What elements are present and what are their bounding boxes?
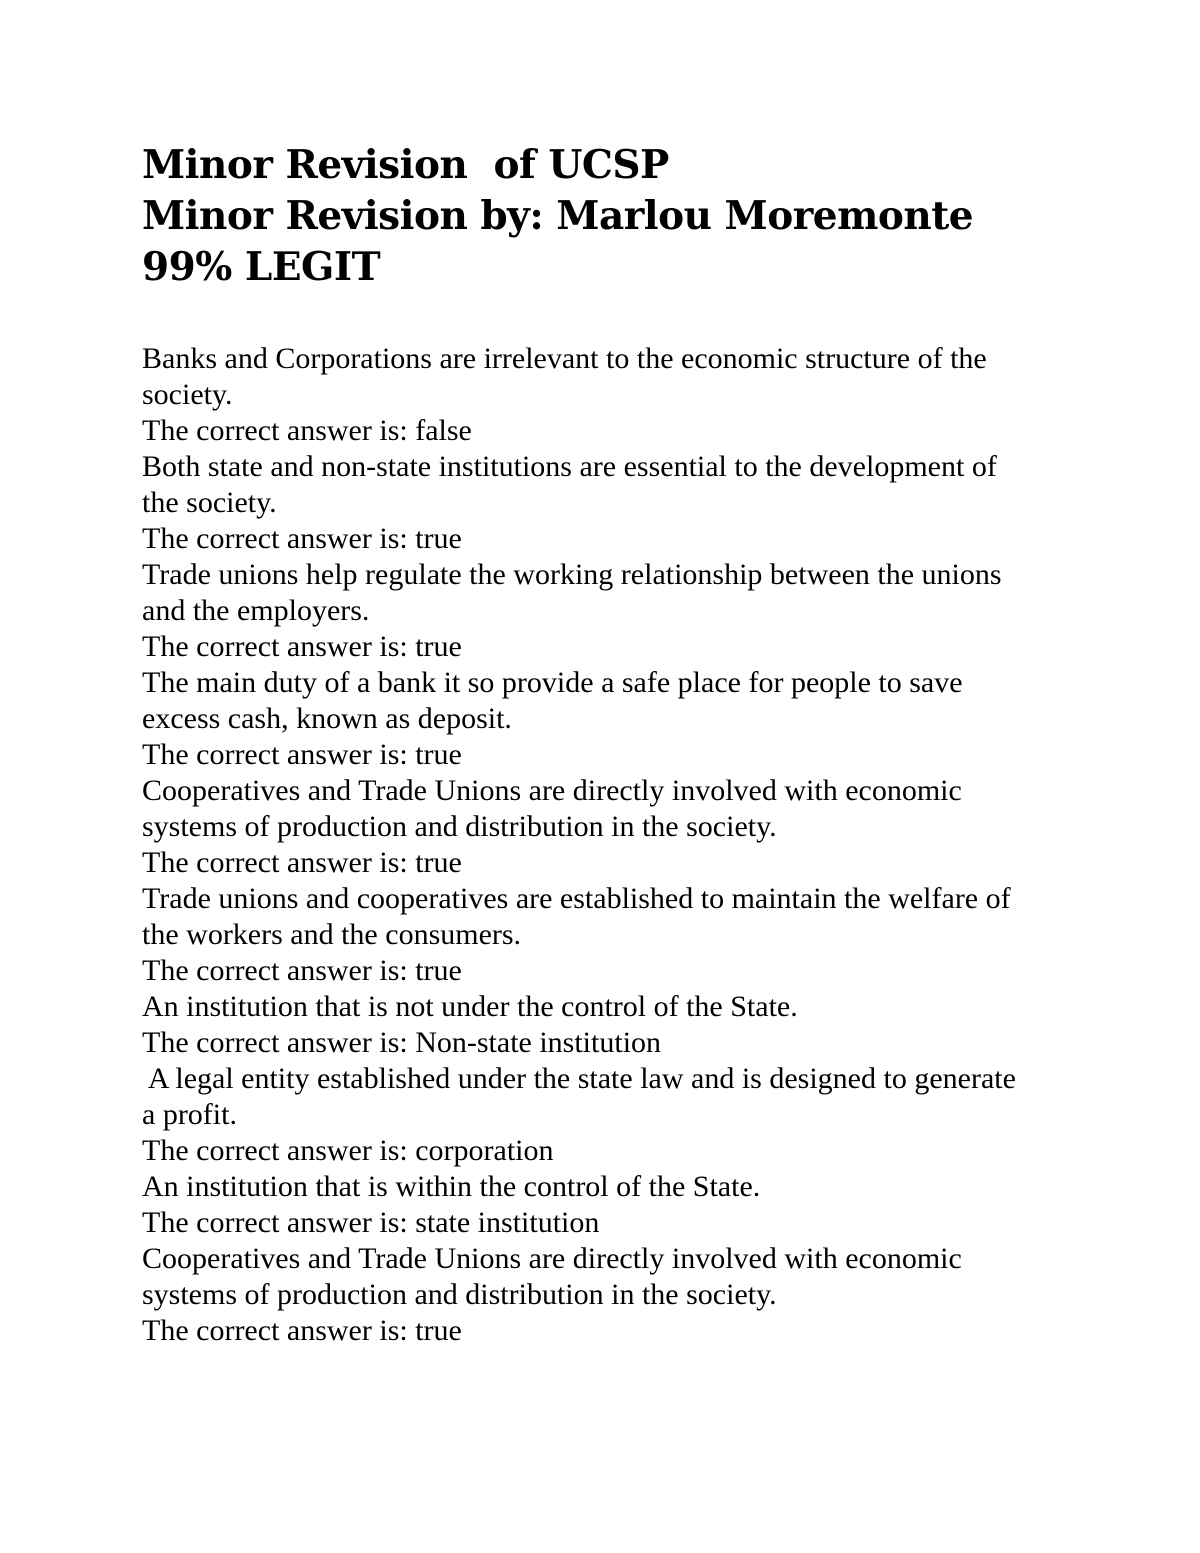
answer-2: The correct answer is: true (142, 522, 462, 555)
question-1-line-1: Banks and Corporations are irrelevant to the economic structure of the (142, 342, 987, 375)
question-5-line-1: Cooperatives and Trade Unions are directly involved with economic (142, 774, 962, 807)
answer-6: The correct answer is: true (142, 954, 462, 987)
question-5-line-2: systems of production and distribution in the society. (142, 810, 777, 843)
document-title (142, 140, 1082, 293)
question-7: An institution that is not under the control of the State. (142, 990, 798, 1023)
question-1-line-2: society. (142, 378, 233, 411)
answer-1: The correct answer is: false (142, 414, 472, 447)
question-6-line-2: the workers and the consumers. (142, 918, 522, 951)
document-body (142, 341, 1082, 1349)
question-6-line-1: Trade unions and cooperatives are established to maintain the welfare of (142, 882, 1011, 915)
title-line-1: Minor Revision of UCSP (142, 142, 669, 188)
title-line-3: 99% LEGIT (142, 244, 381, 290)
answer-8: The correct answer is: corporation (142, 1134, 554, 1167)
question-3-line-2: and the employers. (142, 594, 370, 627)
answer-7: The correct answer is: Non-state institution (142, 1026, 662, 1059)
question-9: An institution that is within the control of the State. (142, 1170, 761, 1203)
answer-5: The correct answer is: true (142, 846, 462, 879)
document-content (142, 140, 1082, 1349)
question-8-line-2: a profit. (142, 1098, 237, 1131)
question-2-line-2: the society. (142, 486, 277, 519)
question-8-line-1: A legal entity established under the state law and is designed to generate (142, 1062, 1016, 1095)
answer-3: The correct answer is: true (142, 630, 462, 663)
question-2-line-1: Both state and non-state institutions are essential to the development of (142, 450, 997, 483)
title-line-2: Minor Revision by: Marlou Moremonte (142, 193, 974, 239)
question-4-line-1: The main duty of a bank it so provide a safe place for people to save (142, 666, 963, 699)
answer-4: The correct answer is: true (142, 738, 462, 771)
answer-9: The correct answer is: state institution (142, 1206, 600, 1239)
question-10-line-1: Cooperatives and Trade Unions are directly involved with economic (142, 1242, 962, 1275)
question-10-line-2: systems of production and distribution in the society. (142, 1278, 777, 1311)
question-4-line-2: excess cash, known as deposit. (142, 702, 512, 735)
question-3-line-1: Trade unions help regulate the working relationship between the unions (142, 558, 1002, 591)
answer-10: The correct answer is: true (142, 1314, 462, 1347)
